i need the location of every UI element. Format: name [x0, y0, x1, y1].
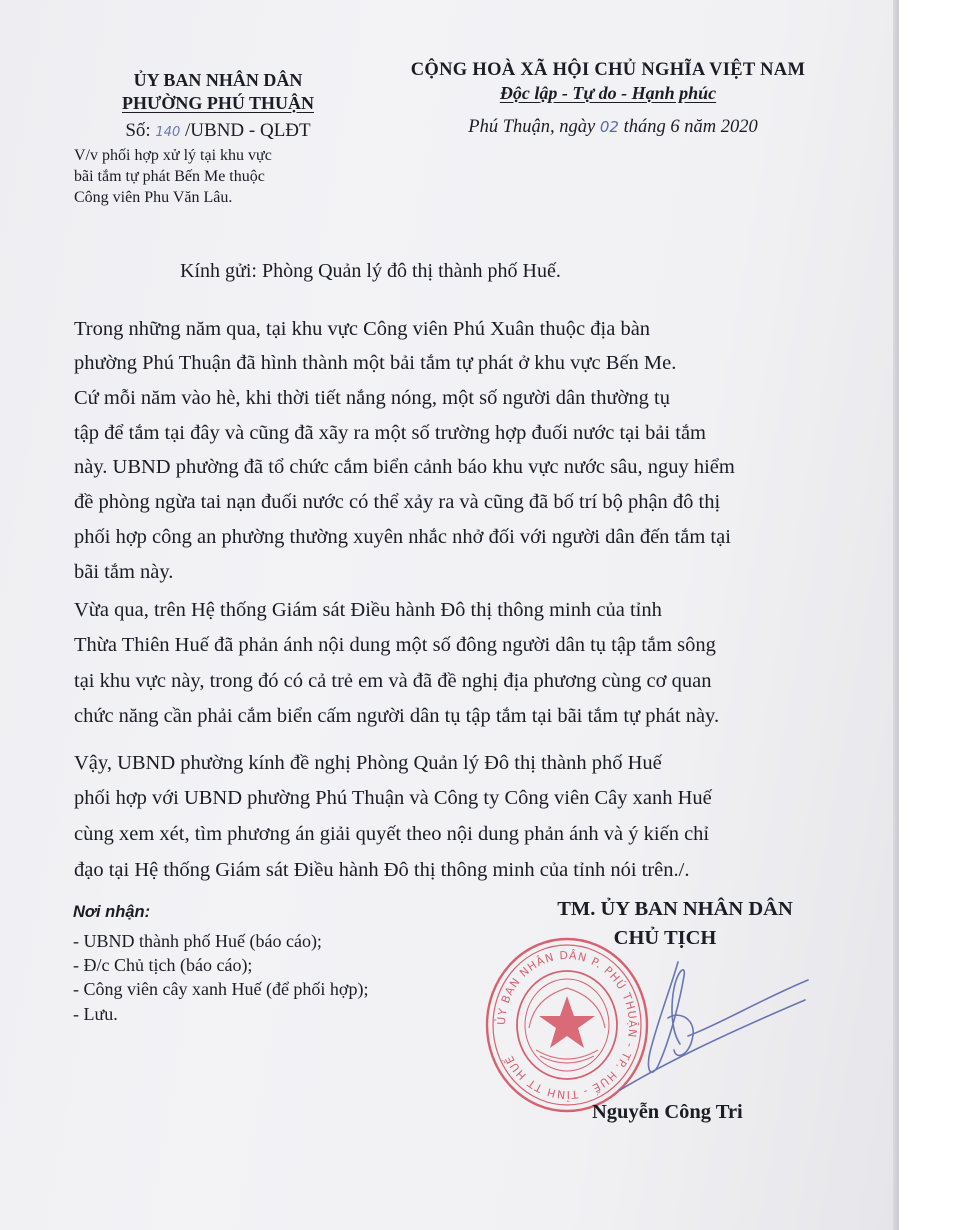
handwritten-signature — [580, 940, 810, 1120]
doc-number-prefix: Số: — [125, 120, 156, 141]
recipient-item: - Công viên cây xanh Huế (để phối hợp); — [73, 979, 369, 999]
body-line: Vậy, UBND phường kính đề nghị Phòng Quản lý Đô thị thành phố Huế — [74, 752, 662, 774]
date-day-handwritten: 02 — [599, 118, 619, 136]
paper-edge — [893, 0, 899, 1230]
recipient-item: - Lưu. — [73, 1004, 118, 1024]
body-line: Vừa qua, trên Hệ thống Giám sát Điều hành Đô thị thông minh của tỉnh — [74, 599, 662, 621]
body-line: đạo tại Hệ thống Giám sát Điều hành Đô thị thông minh của tỉnh nói trên./. — [74, 859, 690, 881]
recipient-line: Kính gửi: Phòng Quản lý đô thị thành phố Huế. — [180, 260, 561, 282]
body-line: Thừa Thiên Huế đã phản ánh nội dung một số đông người dân tụ tập tắm sông — [74, 634, 716, 656]
subject-line: V/v phối hợp xử lý tại khu vực — [74, 147, 272, 164]
subject-line: Công viên Phu Văn Lâu. — [74, 189, 233, 206]
subject-line: bãi tắm tự phát Bến Me thuộc — [74, 168, 265, 185]
national-title: CỘNG HOÀ XÃ HỘI CHỦ NGHĨA VIỆT NAM — [410, 60, 806, 80]
body-line: cùng xem xét, tìm phương án giải quyết theo nội dung phản ánh và ý kiến chỉ — [74, 823, 710, 845]
recipient-item: - UBND thành phố Huế (báo cáo); — [73, 931, 322, 951]
body-line: đề phòng ngừa tai nạn đuối nước có thể xảy ra và cũng đã bố trí bộ phận đô thị — [74, 491, 721, 513]
issuing-org-unit: PHƯỜNG PHÚ THUẬN — [122, 93, 314, 113]
signature-role: CHỦ TỊCH — [613, 927, 717, 949]
body-line: bãi tắm này. — [74, 561, 174, 583]
body-line: này. UBND phường đã tổ chức cắm biển cảnh báo khu vực nước sâu, nguy hiểm — [74, 456, 735, 478]
document-number — [108, 120, 328, 142]
doc-number-handwritten: 140 — [155, 125, 181, 140]
body-line: tại khu vực này, trong đó có cả trẻ em và đã đề nghị địa phương cùng cơ quan — [74, 670, 712, 692]
signer-name: Nguyễn Công Tri — [592, 1101, 743, 1123]
place-and-date — [428, 117, 798, 138]
date-suffix: tháng 6 năm 2020 — [618, 117, 758, 137]
body-line: phối hợp với UBND phường Phú Thuận và Công ty Công viên Cây xanh Huế — [74, 787, 712, 809]
date-prefix: Phú Thuận, ngày — [468, 117, 600, 137]
recipients-title: Nơi nhận: — [73, 903, 151, 921]
doc-number-suffix: /UBND - QLĐT — [180, 120, 311, 141]
recipient-item: - Đ/c Chủ tịch (báo cáo); — [73, 955, 253, 975]
body-line: Trong những năm qua, tại khu vực Công viên Phú Xuân thuộc địa bàn — [74, 318, 651, 340]
body-line: chức năng cần phải cắm biển cấm người dân tụ tập tắm tại bãi tắm tự phát này. — [74, 705, 720, 727]
issuing-org-name: ỦY BAN NHÂN DÂN — [133, 70, 303, 90]
body-line: tập để tắm tại đây và cũng đã xãy ra một số trường hợp đuối nước tại bải tắm — [74, 422, 706, 444]
national-motto: Độc lập - Tự do - Hạnh phúc — [499, 83, 717, 103]
signature-title: TM. ỦY BAN NHÂN DÂN — [557, 898, 793, 920]
body-line: phường Phú Thuận đã hình thành một bải tắm tự phát ở khu vực Bến Me. — [74, 352, 677, 374]
body-line: Cứ mỗi năm vào hè, khi thời tiết nắng nóng, một số người dân thường tụ — [74, 387, 670, 409]
seal-text: ỦY BAN NHÂN DÂN P. PHÚ THUẬN - TP. HUẾ - TỈNH TT HUẾ — [494, 948, 640, 1102]
body-line: phối hợp công an phường thường xuyên nhắc nhở đối với người dân đến tắm tại — [74, 526, 731, 548]
